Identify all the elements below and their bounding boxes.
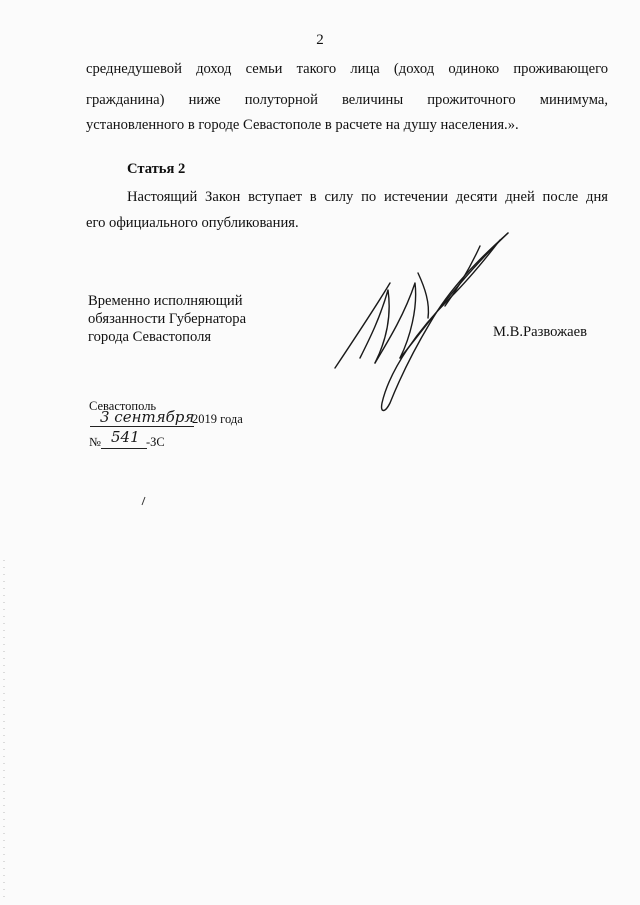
- number-suffix: -ЗС: [146, 435, 165, 449]
- paragraph-line: установленного в городе Севастополе в расчете на душу населения.».: [86, 117, 519, 133]
- handwritten-signature: [330, 228, 510, 418]
- signer-position-line: обязанности Губернатора: [88, 311, 247, 327]
- scan-speck: [140, 495, 148, 507]
- handwritten-number: 541: [111, 428, 140, 446]
- paragraph-line: его официального опубликования.: [86, 215, 299, 231]
- signer-position-line: города Севастополя: [88, 329, 212, 345]
- issue-year: 2019 года: [192, 412, 243, 426]
- page-number: 2: [316, 32, 324, 48]
- paragraph-line: среднедушевой доход семьи такого лица (доход одиноко проживающего: [86, 61, 608, 77]
- issue-city: Севастополь: [89, 399, 157, 413]
- date-underline: [90, 426, 194, 427]
- paragraph-line: Настоящий Закон вступает в силу по истечении десяти дней после дня: [127, 189, 608, 205]
- handwritten-date: 3 сентября: [100, 408, 195, 426]
- signer-name: М.В.Развожаев: [493, 324, 588, 340]
- scan-margin-marks: [2, 0, 6, 905]
- number-underline: [101, 448, 147, 449]
- signer-position-line: Временно исполняющий: [88, 293, 243, 309]
- article-heading: Статья 2: [127, 161, 186, 177]
- paragraph-line: гражданина) ниже полуторной величины прожиточного минимума,: [86, 92, 608, 108]
- number-prefix: №: [89, 435, 101, 449]
